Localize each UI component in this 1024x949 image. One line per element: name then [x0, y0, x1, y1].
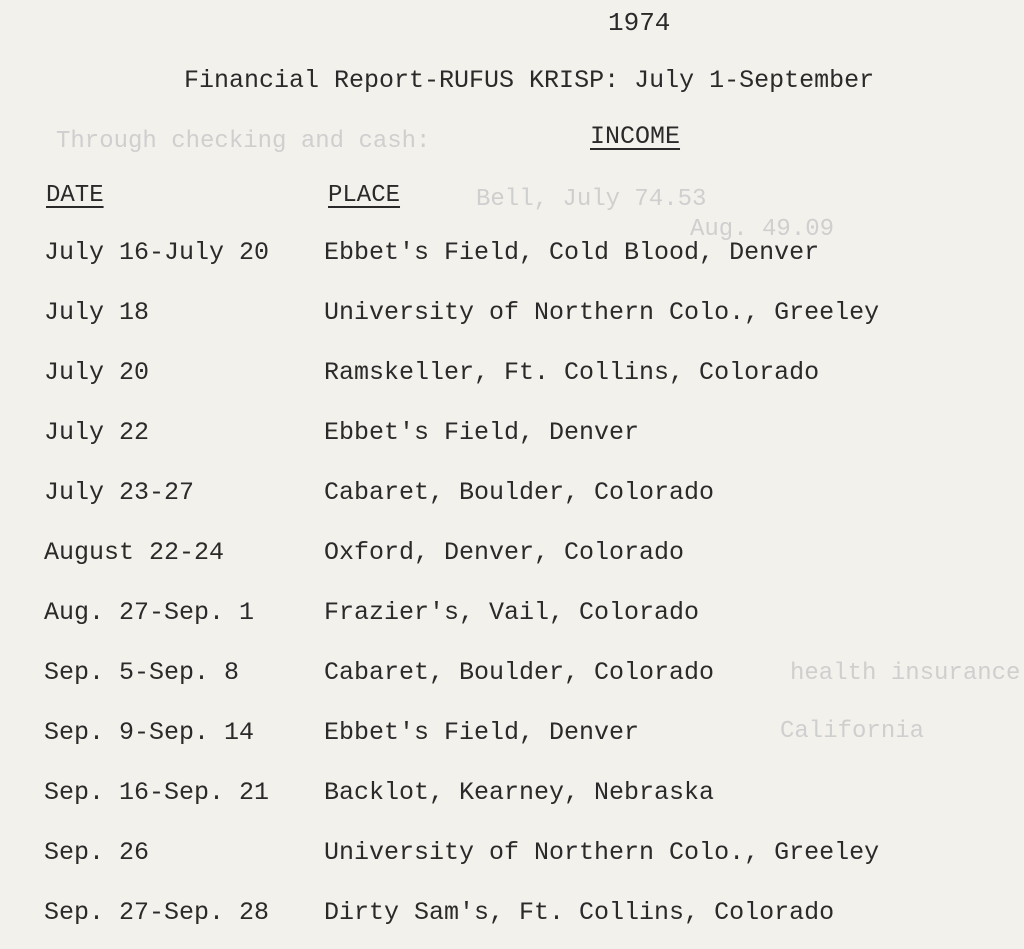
row-date: Sep. 9-Sep. 14: [44, 718, 255, 747]
row-date: Sep. 5-Sep. 8: [44, 658, 240, 687]
row-date: Sep. 16-Sep. 21: [44, 778, 270, 807]
row-place: Backlot, Kearney, Nebraska: [324, 778, 715, 807]
bleed-through-text: Bell, July 74.53: [476, 186, 707, 213]
bleed-through-text: health insurance: [790, 660, 1021, 687]
row-date: July 18: [44, 298, 150, 327]
column-header-place: PLACE: [328, 182, 401, 209]
row-date: Sep. 26: [44, 838, 150, 867]
document-year: 1974: [608, 8, 671, 38]
row-place: Ebbet's Field, Denver: [324, 718, 640, 747]
row-place: University of Northern Colo., Greeley: [324, 298, 880, 327]
row-place: Frazier's, Vail, Colorado: [324, 598, 700, 627]
column-header-date: DATE: [46, 182, 104, 209]
row-date: July 23-27: [44, 478, 195, 507]
bleed-through-text: Through checking and cash:: [56, 128, 431, 155]
document-title: Financial Report-RUFUS KRISP: July 1-September: [184, 66, 875, 95]
bleed-through-text: California: [780, 718, 925, 745]
row-place: Cabaret, Boulder, Colorado: [324, 478, 715, 507]
section-heading: INCOME: [590, 122, 681, 151]
row-date: July 16-July 20: [44, 238, 270, 267]
bleed-through-text: Aug. 49.09: [690, 216, 835, 243]
row-date: August 22-24: [44, 538, 225, 567]
row-place: Oxford, Denver, Colorado: [324, 538, 685, 567]
row-place: Ramskeller, Ft. Collins, Colorado: [324, 358, 820, 387]
row-place: Dirty Sam's, Ft. Collins, Colorado: [324, 898, 835, 927]
row-date: Aug. 27-Sep. 1: [44, 598, 255, 627]
row-date: July 22: [44, 418, 150, 447]
row-place: Cabaret, Boulder, Colorado: [324, 658, 715, 687]
row-date: July 20: [44, 358, 150, 387]
row-place: Ebbet's Field, Denver: [324, 418, 640, 447]
row-place: University of Northern Colo., Greeley: [324, 838, 880, 867]
row-date: Sep. 27-Sep. 28: [44, 898, 270, 927]
row-place: Ebbet's Field, Cold Blood, Denver: [324, 238, 820, 267]
